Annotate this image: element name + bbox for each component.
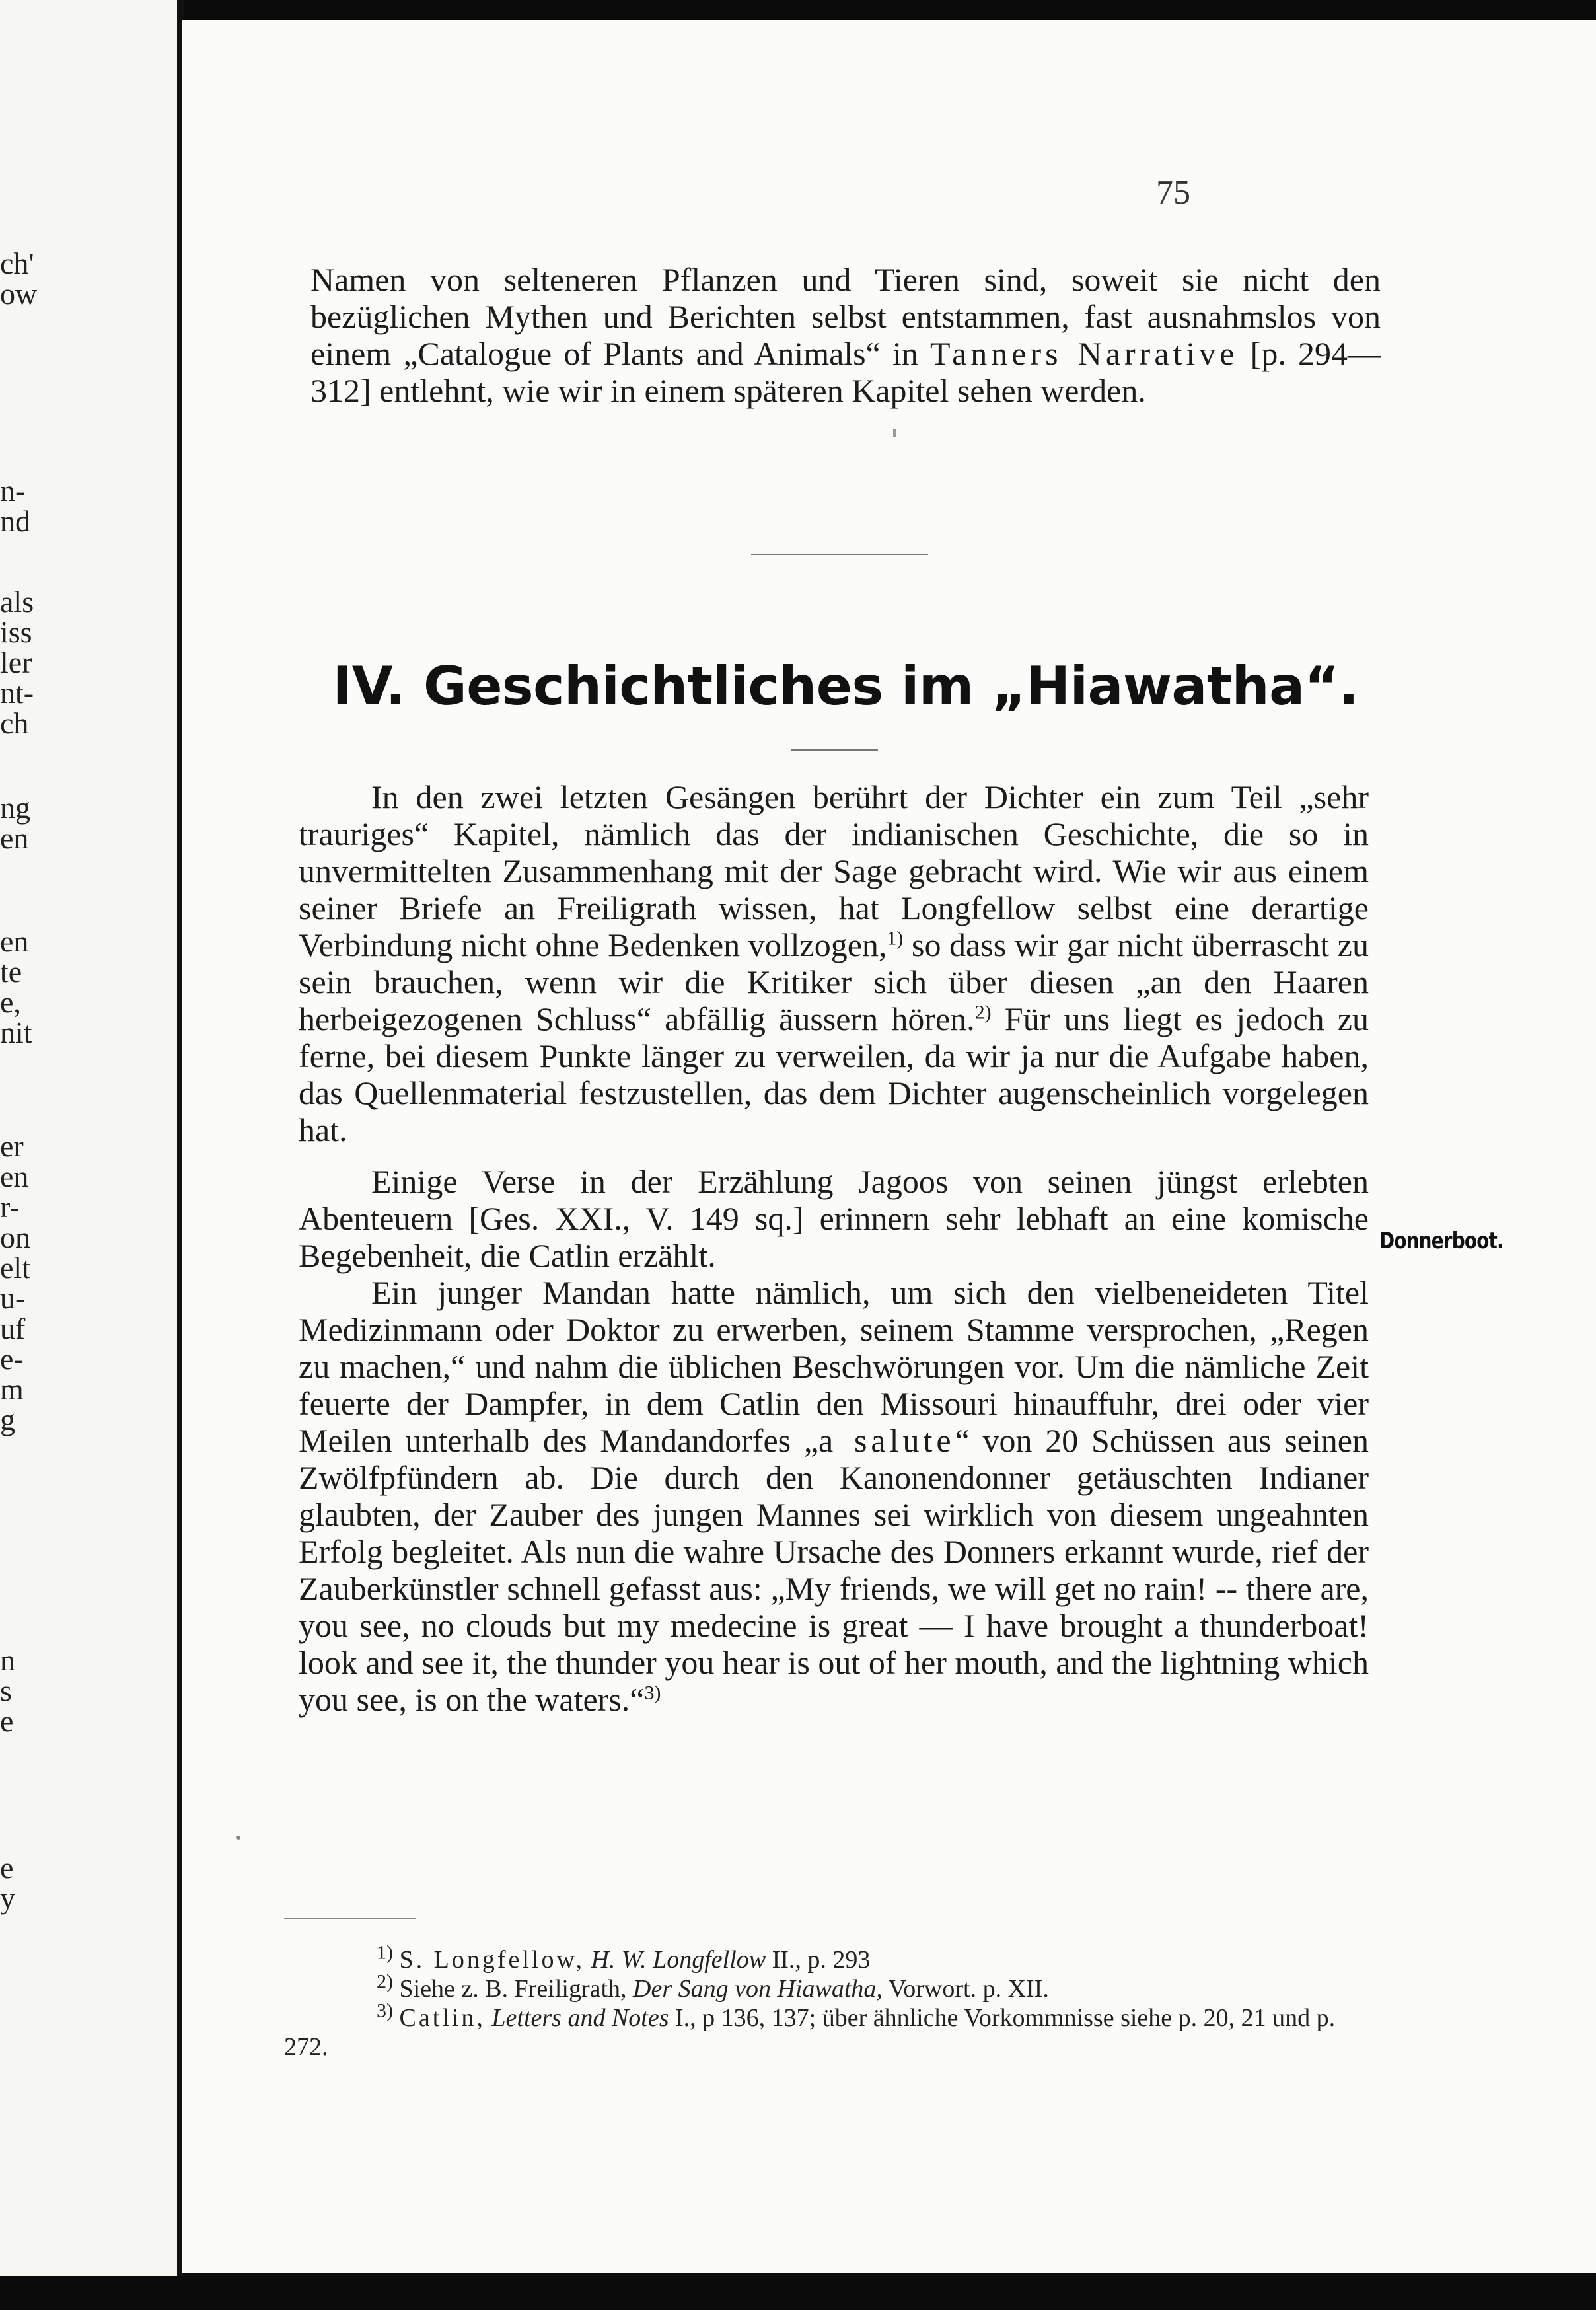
paragraph-1-text-c: Für uns liegt es jedoch zu ferne, bei diesem Punkte länger zu verweilen, da wir ja nur die Aufgabe haben, das Quellenmaterial festzustellen, das dem Dichter augenscheinlich vorgelegen hat.: [299, 1000, 1369, 1148]
footnote-2-title: Der Sang von Hiawatha,: [633, 1975, 883, 2003]
margin-note: Donnerboot.: [1379, 1228, 1504, 1254]
previous-page-fragment: e: [0, 1851, 14, 1884]
footnotes: [284, 1941, 1354, 2062]
previous-page-fragment: elt: [0, 1251, 30, 1285]
intro-text-start: Namen von selteneren Pflanzen und Tieren sind, soweit sie nicht den bezüglichen Mythen und Berichten selbst entstammen, fast ausnahmslos von einem „Catalogue of Plants and Animals“ in: [310, 261, 1381, 372]
previous-page-fragment: u-: [0, 1281, 26, 1315]
previous-page-fragment: en: [0, 1160, 29, 1193]
footnote-3-author: Catlin,: [399, 2004, 486, 2032]
footnote-ref-2: 2): [974, 1001, 992, 1024]
intro-text-end: [p. 294—312] entlehnt, wie wir in einem späteren Kapitel sehen werden.: [310, 335, 1381, 409]
paragraph-1: [299, 778, 1369, 1148]
previous-page-fragment: uf: [0, 1312, 26, 1345]
section-divider: [751, 554, 928, 555]
chapter-body: [299, 778, 1369, 1718]
previous-page-fragment: te: [0, 955, 22, 988]
previous-page-fragment: ch: [0, 706, 29, 740]
footnote-ref-3: 3): [644, 1682, 661, 1704]
previous-page-fragment: ng: [0, 791, 30, 825]
footnote-3-title: Letters and Notes: [491, 2004, 669, 2032]
footnote-1-rest: II., p. 293: [766, 1946, 871, 1974]
footnote-1: [284, 1941, 1354, 1974]
footnote-2: [284, 1970, 1354, 2003]
paper-speck: [893, 429, 896, 437]
previous-page-fragment: er: [0, 1129, 24, 1163]
previous-page-fragment: e: [0, 1704, 14, 1738]
previous-page-fragment: r-: [0, 1190, 20, 1224]
paragraph-3-text-b: “ von 20 Schüssen aus seinen Zwölfpfündern ab. Die durch den Kanonendonner getäuschten Indianer glaubten, der Zauber des jungen Mannes sei wirklich von diesem ungeahnten Erfolg begleitet. Als nun die wahre Ursache des Donners erkannt wurde, rief der Zauberkünstler schnell gefasst aus: „My friends, we will get no rain! -- there are, you see, no clouds but my medecine is great — I have brought a thunderboat! look and see it, the thunder you hear is out of her mouth, and the lightning which you see, is on the waters.“: [299, 1422, 1369, 1718]
previous-page-fragment: on: [0, 1220, 30, 1254]
footnote-3-rest: I., p 136, 137; über ähnliche Vorkommnisse siehe p. 20, 21 und p. 272.: [284, 2004, 1336, 2061]
previous-page-fragment: e,: [0, 985, 21, 1019]
heading-underline: [791, 749, 878, 751]
intro-paragraph: [310, 261, 1381, 409]
paragraph-3-spaced-phrase: a salute: [818, 1422, 955, 1459]
paper-speck: [236, 1836, 240, 1840]
footnote-1-marker: 1): [377, 1941, 393, 1964]
footnote-separator: [284, 1918, 416, 1919]
previous-page-fragment: s: [0, 1674, 12, 1707]
previous-page-fragment: ow: [0, 277, 38, 311]
previous-page-fragment: nt-: [0, 676, 34, 710]
previous-page-edge: [0, 0, 177, 2276]
scan-bottom-border: [0, 2276, 1596, 2310]
previous-page-fragment: iss: [0, 615, 32, 649]
paragraph-3: [299, 1274, 1369, 1718]
previous-page-fragment: n-: [0, 474, 26, 507]
footnote-2-marker: 2): [377, 1970, 393, 1993]
footnote-2-author: Siehe z. B. Freiligrath,: [399, 1975, 627, 2003]
paragraph-2: Einige Verse in der Erzählung Jagoos von seinen jüngst erlebten Abenteuern [Ges. XXI., V. 149 sq.] erinnern sehr lebhaft an eine komische Begebenheit, die Catlin erzählt.: [299, 1163, 1369, 1274]
intro-spaced-name: Tanners Narrative: [930, 335, 1239, 372]
footnote-3-marker: 3): [377, 1999, 393, 2022]
previous-page-fragment: e-: [0, 1342, 24, 1376]
footnote-ref-1: 1): [887, 927, 904, 950]
previous-page-fragment: ler: [0, 646, 32, 679]
previous-page-fragment: y: [0, 1881, 15, 1915]
previous-page-fragment: m: [0, 1372, 24, 1406]
footnote-2-rest: Vorwort. p. XII.: [882, 1975, 1049, 2003]
intro-paragraph-block: [310, 261, 1381, 409]
previous-page-fragment: n: [0, 1643, 15, 1677]
previous-page-text-fragments: [0, 0, 177, 2276]
previous-page-fragment: nit: [0, 1016, 32, 1049]
previous-page-fragment: en: [0, 821, 29, 855]
paragraph-1-text-a: In den zwei letzten Gesängen berührt der Dichter ein zum Teil „sehr trauriges“ Kapitel, nämlich das der indianischen Geschichte, die so in unvermittelten Zusammenhang mit der Sage gebracht wird. Wie wir aus einem seiner Briefe an Freiligrath wissen, hat Longfellow selbst eine derartige Verbindung nicht ohne Bedenken vollzogen,: [299, 778, 1369, 963]
previous-page-fragment: als: [0, 585, 34, 618]
previous-page-fragment: en: [0, 924, 29, 958]
footnote-1-title: H. W. Longfellow: [591, 1946, 766, 1974]
paragraph-1-text-b: so dass wir gar nicht überrascht zu sein brauchen, wenn wir die Kritiker sich über diesen „an den Haaren herbeigezogenen Schluss“ abfällig äussern hören.: [299, 926, 1369, 1037]
previous-page-fragment: nd: [0, 504, 30, 538]
page-number: 75: [1156, 174, 1190, 211]
previous-page-fragment: g: [0, 1403, 15, 1436]
footnote-3: [284, 1999, 1354, 2062]
previous-page-fragment: ch': [0, 246, 34, 280]
chapter-heading: IV. Geschichtliches im „Hiawatha“.: [332, 655, 1359, 717]
paragraph-3-text-a: Ein junger Mandan hatte nämlich, um sich den vielbeneideten Titel Medizinmann oder Doktor zu erwerben, seinem Stamme versprochen, „Regen zu machen,“ und nahm die üblichen Beschwörungen vor. Um die nämliche Zeit feuerte der Dampfer, in dem Catlin den Missouri hinauffuhr, drei oder vier Meilen unterhalb des Mandandorfes „: [299, 1274, 1369, 1459]
footnote-1-author: S. Longfellow,: [399, 1946, 585, 1974]
